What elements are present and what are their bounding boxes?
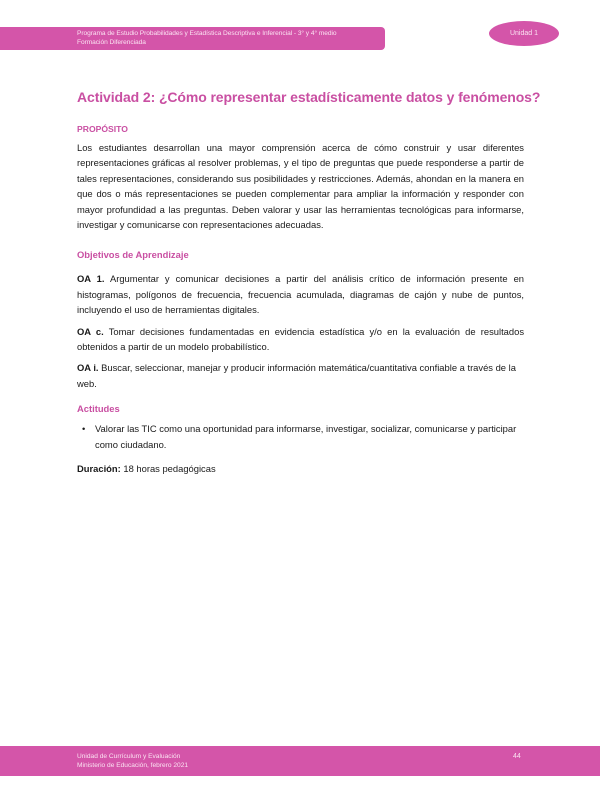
unit-badge: Unidad 1 bbox=[489, 21, 559, 46]
duration-value: 18 horas pedagógicas bbox=[120, 463, 216, 475]
objective-code: OA c. bbox=[77, 325, 104, 337]
purpose-heading: PROPÓSITO bbox=[77, 124, 128, 134]
duration-label: Duración: bbox=[77, 463, 121, 475]
objective-oac bbox=[77, 324, 524, 355]
objective-text: Tomar decisiones fundamentadas en evidencia estadística y/o en la evaluación de resultados obtenidos a partir de un modelo probabilístico. bbox=[77, 325, 525, 353]
objective-text: Buscar, seleccionar, manejar y producir información matemática/cuantitativa confiable a través de la web. bbox=[77, 362, 516, 389]
footer-bar bbox=[0, 746, 600, 776]
objective-code: OA 1. bbox=[77, 273, 105, 285]
objectives-heading: Objetivos de Aprendizaje bbox=[77, 249, 189, 261]
page-number: 44 bbox=[513, 753, 521, 760]
bullet-icon: • bbox=[82, 423, 86, 435]
objective-text: Argumentar y comunicar decisiones a partir del análisis crítico de información presente en histogramas, polígonos de frecuencia, frecuencia acumulada, diagramas de cajón y nube de puntos, incluyendo el uso de herramientas digitales. bbox=[77, 273, 524, 316]
attitudes-heading: Actitudes bbox=[77, 403, 120, 415]
objective-code: OA i. bbox=[77, 362, 99, 374]
purpose-text: Los estudiantes desarrollan una mayor comprensión acerca de cómo construir y usar diferentes representaciones gráficas al resolver problemas, y el tipo de preguntas que puede responderse a partir de tales representaciones, considerando sus posibilidades y restricciones. Además, ahondan en la manera en que dos o más representaciones se pueden complementar para ampliar la información y responder con mayor profundidad a las preguntas. Deben valorar y usar las herramientas tecnológicas para informarse, investigar y comunicarse con representaciones adecuadas. bbox=[77, 142, 524, 231]
program-subtitle: Formación Diferenciada bbox=[77, 38, 146, 46]
footer-ministry: Ministerio de Educación, febrero 2021 bbox=[77, 762, 189, 769]
program-title: Programa de Estudio Probabilidades y Estadística Descriptiva e Inferencial - 3° y 4° medio bbox=[77, 30, 337, 37]
attitude-text: Valorar las TIC como una oportunidad para informarse, investigar, socializar, comunicarse y participar como ciudadano. bbox=[95, 423, 517, 450]
duration bbox=[77, 461, 524, 476]
footer-unit: Unidad de Currículum y Evaluación bbox=[77, 753, 181, 760]
header-bar bbox=[0, 27, 385, 50]
page-content bbox=[77, 88, 541, 477]
objective-oa1 bbox=[77, 271, 524, 317]
attitude-item bbox=[77, 421, 524, 452]
page-title: Actividad 2: ¿Cómo representar estadísticamente datos y fenómenos? bbox=[77, 89, 541, 105]
objective-oai bbox=[77, 360, 524, 391]
